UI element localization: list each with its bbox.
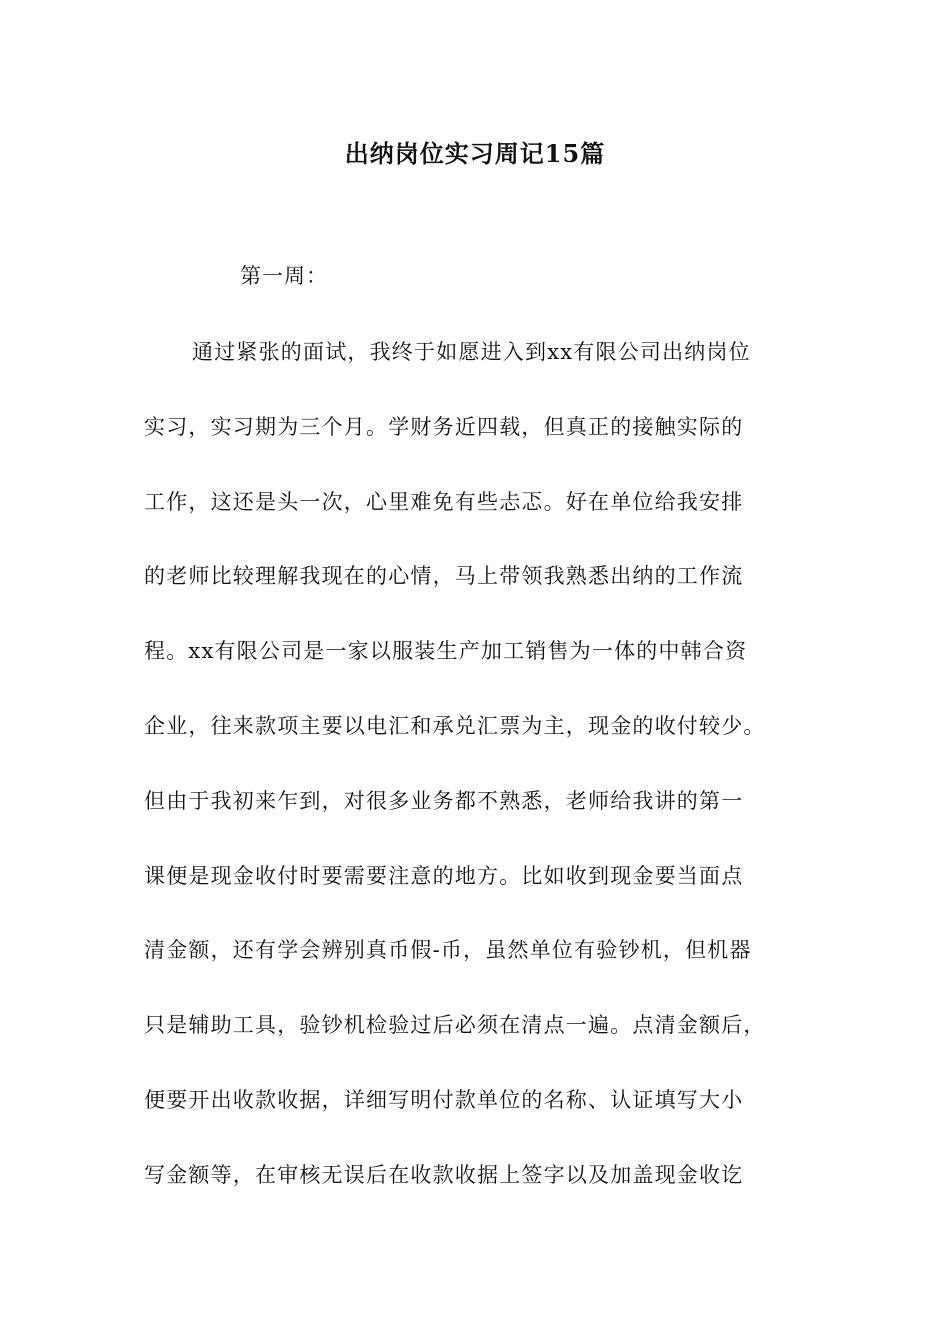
body-paragraph [144,334,834,1232]
paragraph-line: 企业，往来款项主要以电汇和承兑汇票为主，现金的收付较少。 [144,713,766,738]
paragraph-line: 实习，实习期为三个月。学财务近四载，但真正的接触实际的 [144,414,744,439]
paragraph-line: 清金额，还有学会辨别真币假-币，虽然单位有验钞机，但机器 [144,938,752,963]
section-heading: 第一周： [240,264,328,288]
paragraph-line: 的老师比较理解我现在的心情，马上带领我熟悉出纳的工作流 [144,564,744,589]
paragraph-line: 课便是现金收付时要需要注意的地方。比如收到现金要当面点 [144,863,744,888]
paragraph-line: 便要开出收款收据，详细写明付款单位的名称、认证填写大小 [144,1087,744,1112]
document-title: 出纳岗位实习周记15篇 [344,139,606,168]
paragraph-line: 工作，这还是头一次，心里难免有些忐忑。好在单位给我安排 [144,489,744,514]
paragraph-line: 只是辅助工具，验钞机检验过后必须在清点一遍。点清金额后， [144,1013,766,1038]
paragraph-line: 通过紧张的面试，我终于如愿进入到xx有限公司出纳岗位 [192,340,751,364]
paragraph-line: 写金额等，在审核无误后在收款收据上签字以及加盖现金收讫 [144,1162,744,1187]
paragraph-line: 但由于我初来乍到，对很多业务都不熟悉，老师给我讲的第一 [144,788,744,813]
paragraph-line: 程。xx有限公司是一家以服装生产加工销售为一体的中韩合资 [144,639,748,664]
